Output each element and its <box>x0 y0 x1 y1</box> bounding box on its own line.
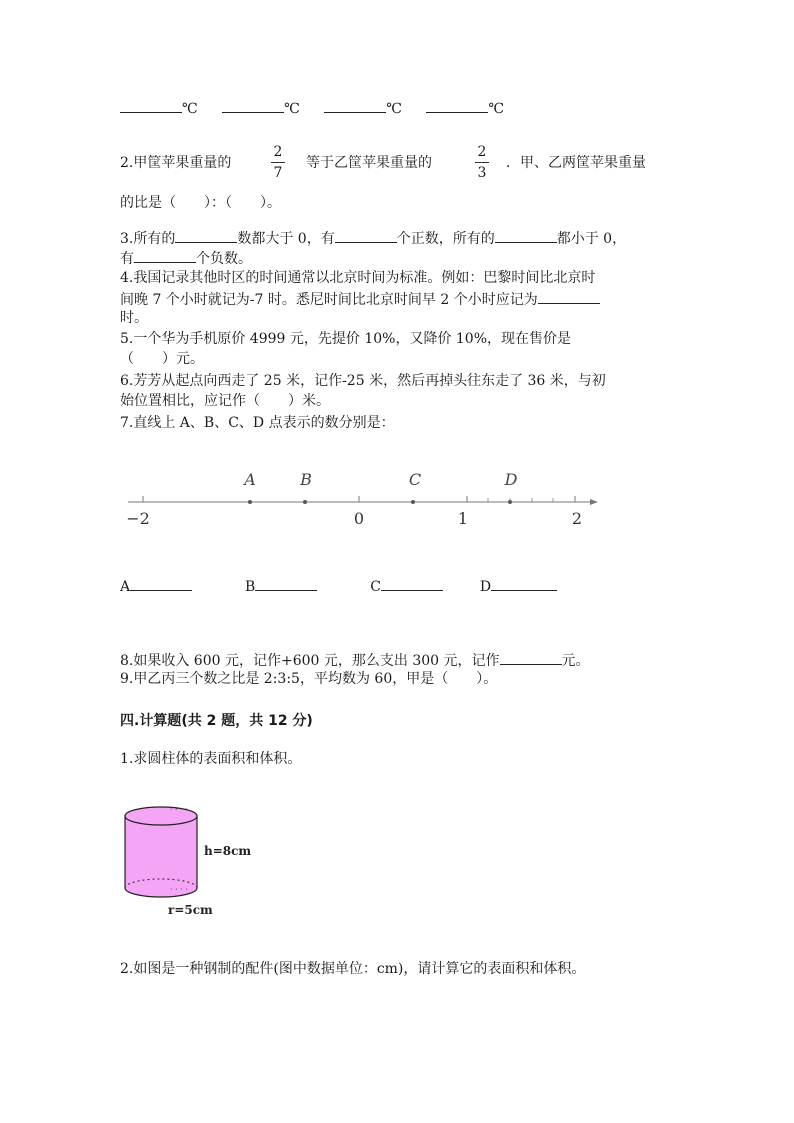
q7-answers <box>120 576 557 595</box>
answer-blank[interactable] <box>335 228 397 243</box>
q3-line2 <box>120 248 252 268</box>
q4-line2 <box>120 289 600 309</box>
answer-blank[interactable] <box>130 576 192 591</box>
answer-label-a: A <box>120 579 131 595</box>
fraction-2-7 <box>268 144 288 181</box>
answer-label-c: C <box>370 579 381 595</box>
q7-text: 7.直线上 A、B、C、D 点表示的数分别是： <box>120 415 395 431</box>
section-title: 四.计算题(共 2 题，共 12 分) <box>120 713 313 729</box>
answer-label-d: D <box>479 579 492 595</box>
answer-blank[interactable] <box>426 98 488 113</box>
answer-blank[interactable] <box>538 289 600 304</box>
point-label-a: A <box>244 470 256 489</box>
q2-line2: 的比是（ ）：（ ）。 <box>120 195 281 211</box>
q1-answer-row <box>120 98 504 117</box>
point-label-d: D <box>504 470 518 489</box>
denominator: 3 <box>477 165 487 181</box>
dots: · · · · <box>170 805 188 814</box>
q4-line1: 4.我国记录其他时区的时间通常以北京时间为标准。例如：巴黎时间比北京时 <box>120 270 596 286</box>
q5-line1: 5.一个华为手机原价 4999 元，先提价 10%，又降价 10%，现在售价是 <box>120 331 572 347</box>
unit-celsius: ℃ <box>284 101 300 117</box>
numerator: 2 <box>477 144 487 160</box>
q8 <box>120 650 590 670</box>
q5-line2: （ ）元。 <box>120 351 204 367</box>
answer-blank[interactable] <box>495 228 557 243</box>
numerator: 2 <box>273 144 283 160</box>
q3-text: 个负数。 <box>196 251 252 267</box>
q3-text: 个正数，所有的 <box>396 231 495 247</box>
q2-part1: 2.甲筐苹果重量的 <box>120 155 232 171</box>
answer-blank[interactable] <box>134 248 196 263</box>
denominator: 7 <box>273 165 283 181</box>
tick-label: 0 <box>353 509 365 528</box>
q4-text: 间晚 7 个小时就记为-7 时。悉尼时间比北京时间早 2 个小时应记为 <box>120 292 538 308</box>
answer-blank[interactable] <box>324 98 386 113</box>
point-d <box>508 500 512 504</box>
point-b <box>303 500 307 504</box>
point-label-b: B <box>300 470 312 489</box>
unit-celsius: ℃ <box>386 101 402 117</box>
answer-blank[interactable] <box>255 576 317 591</box>
c2-text: 2.如图是一种钢制的配件(图中数据单位：cm)，请计算它的表面积和体积。 <box>120 961 586 977</box>
tick-label: 2 <box>571 509 583 528</box>
answer-blank[interactable] <box>381 576 443 591</box>
answer-blank[interactable] <box>222 98 284 113</box>
q6-line1: 6.芳芳从起点向西走了 25 米，记作-25 米，然后再掉头往东走了 36 米，与初 <box>120 373 606 389</box>
q3-text: 有 <box>120 251 134 267</box>
q9: 9.甲乙丙三个数之比是 2:3:5，平均数为 60，甲是（ ）。 <box>120 671 498 687</box>
q6-line2: 始位置相比，应记作（ ）米。 <box>120 393 330 409</box>
tick-label: 1 <box>457 509 469 528</box>
height-label: h=8cm <box>204 844 252 858</box>
number-line-arrow <box>590 499 598 505</box>
q3-line1 <box>120 228 626 248</box>
q3-text: 数都大于 0，有 <box>237 231 335 247</box>
number-line <box>0 460 794 540</box>
q2-part2: 等于乙筐苹果重量的 <box>306 155 432 171</box>
answer-blank[interactable] <box>175 228 237 243</box>
answer-blank[interactable] <box>500 650 562 665</box>
point-a <box>248 500 252 504</box>
q8-text: 8.如果收入 600 元，记作+600 元，那么支出 300 元，记作 <box>120 653 500 669</box>
unit-celsius: ℃ <box>488 101 505 117</box>
fraction-2-3 <box>472 144 492 181</box>
dots: · · · · <box>170 885 188 894</box>
point-c <box>411 500 415 504</box>
answer-blank[interactable] <box>491 576 557 591</box>
unit-celsius: ℃ <box>182 101 198 117</box>
radius-label: r=5cm <box>168 903 213 917</box>
q3-text: 3.所有的 <box>120 231 176 247</box>
answer-label-b: B <box>245 579 256 595</box>
tick-label: −2 <box>126 509 150 528</box>
q8-text: 元。 <box>561 653 590 669</box>
c1-text: 1.求圆柱体的表面积和体积。 <box>120 751 302 767</box>
q4-line3: 时。 <box>120 310 148 326</box>
cylinder-figure <box>110 800 270 925</box>
q2-part3: ．甲、乙两筐苹果重量 <box>506 155 646 171</box>
answer-blank[interactable] <box>120 98 182 113</box>
point-label-c: C <box>408 470 422 489</box>
q3-text: 都小于 0， <box>556 231 627 247</box>
